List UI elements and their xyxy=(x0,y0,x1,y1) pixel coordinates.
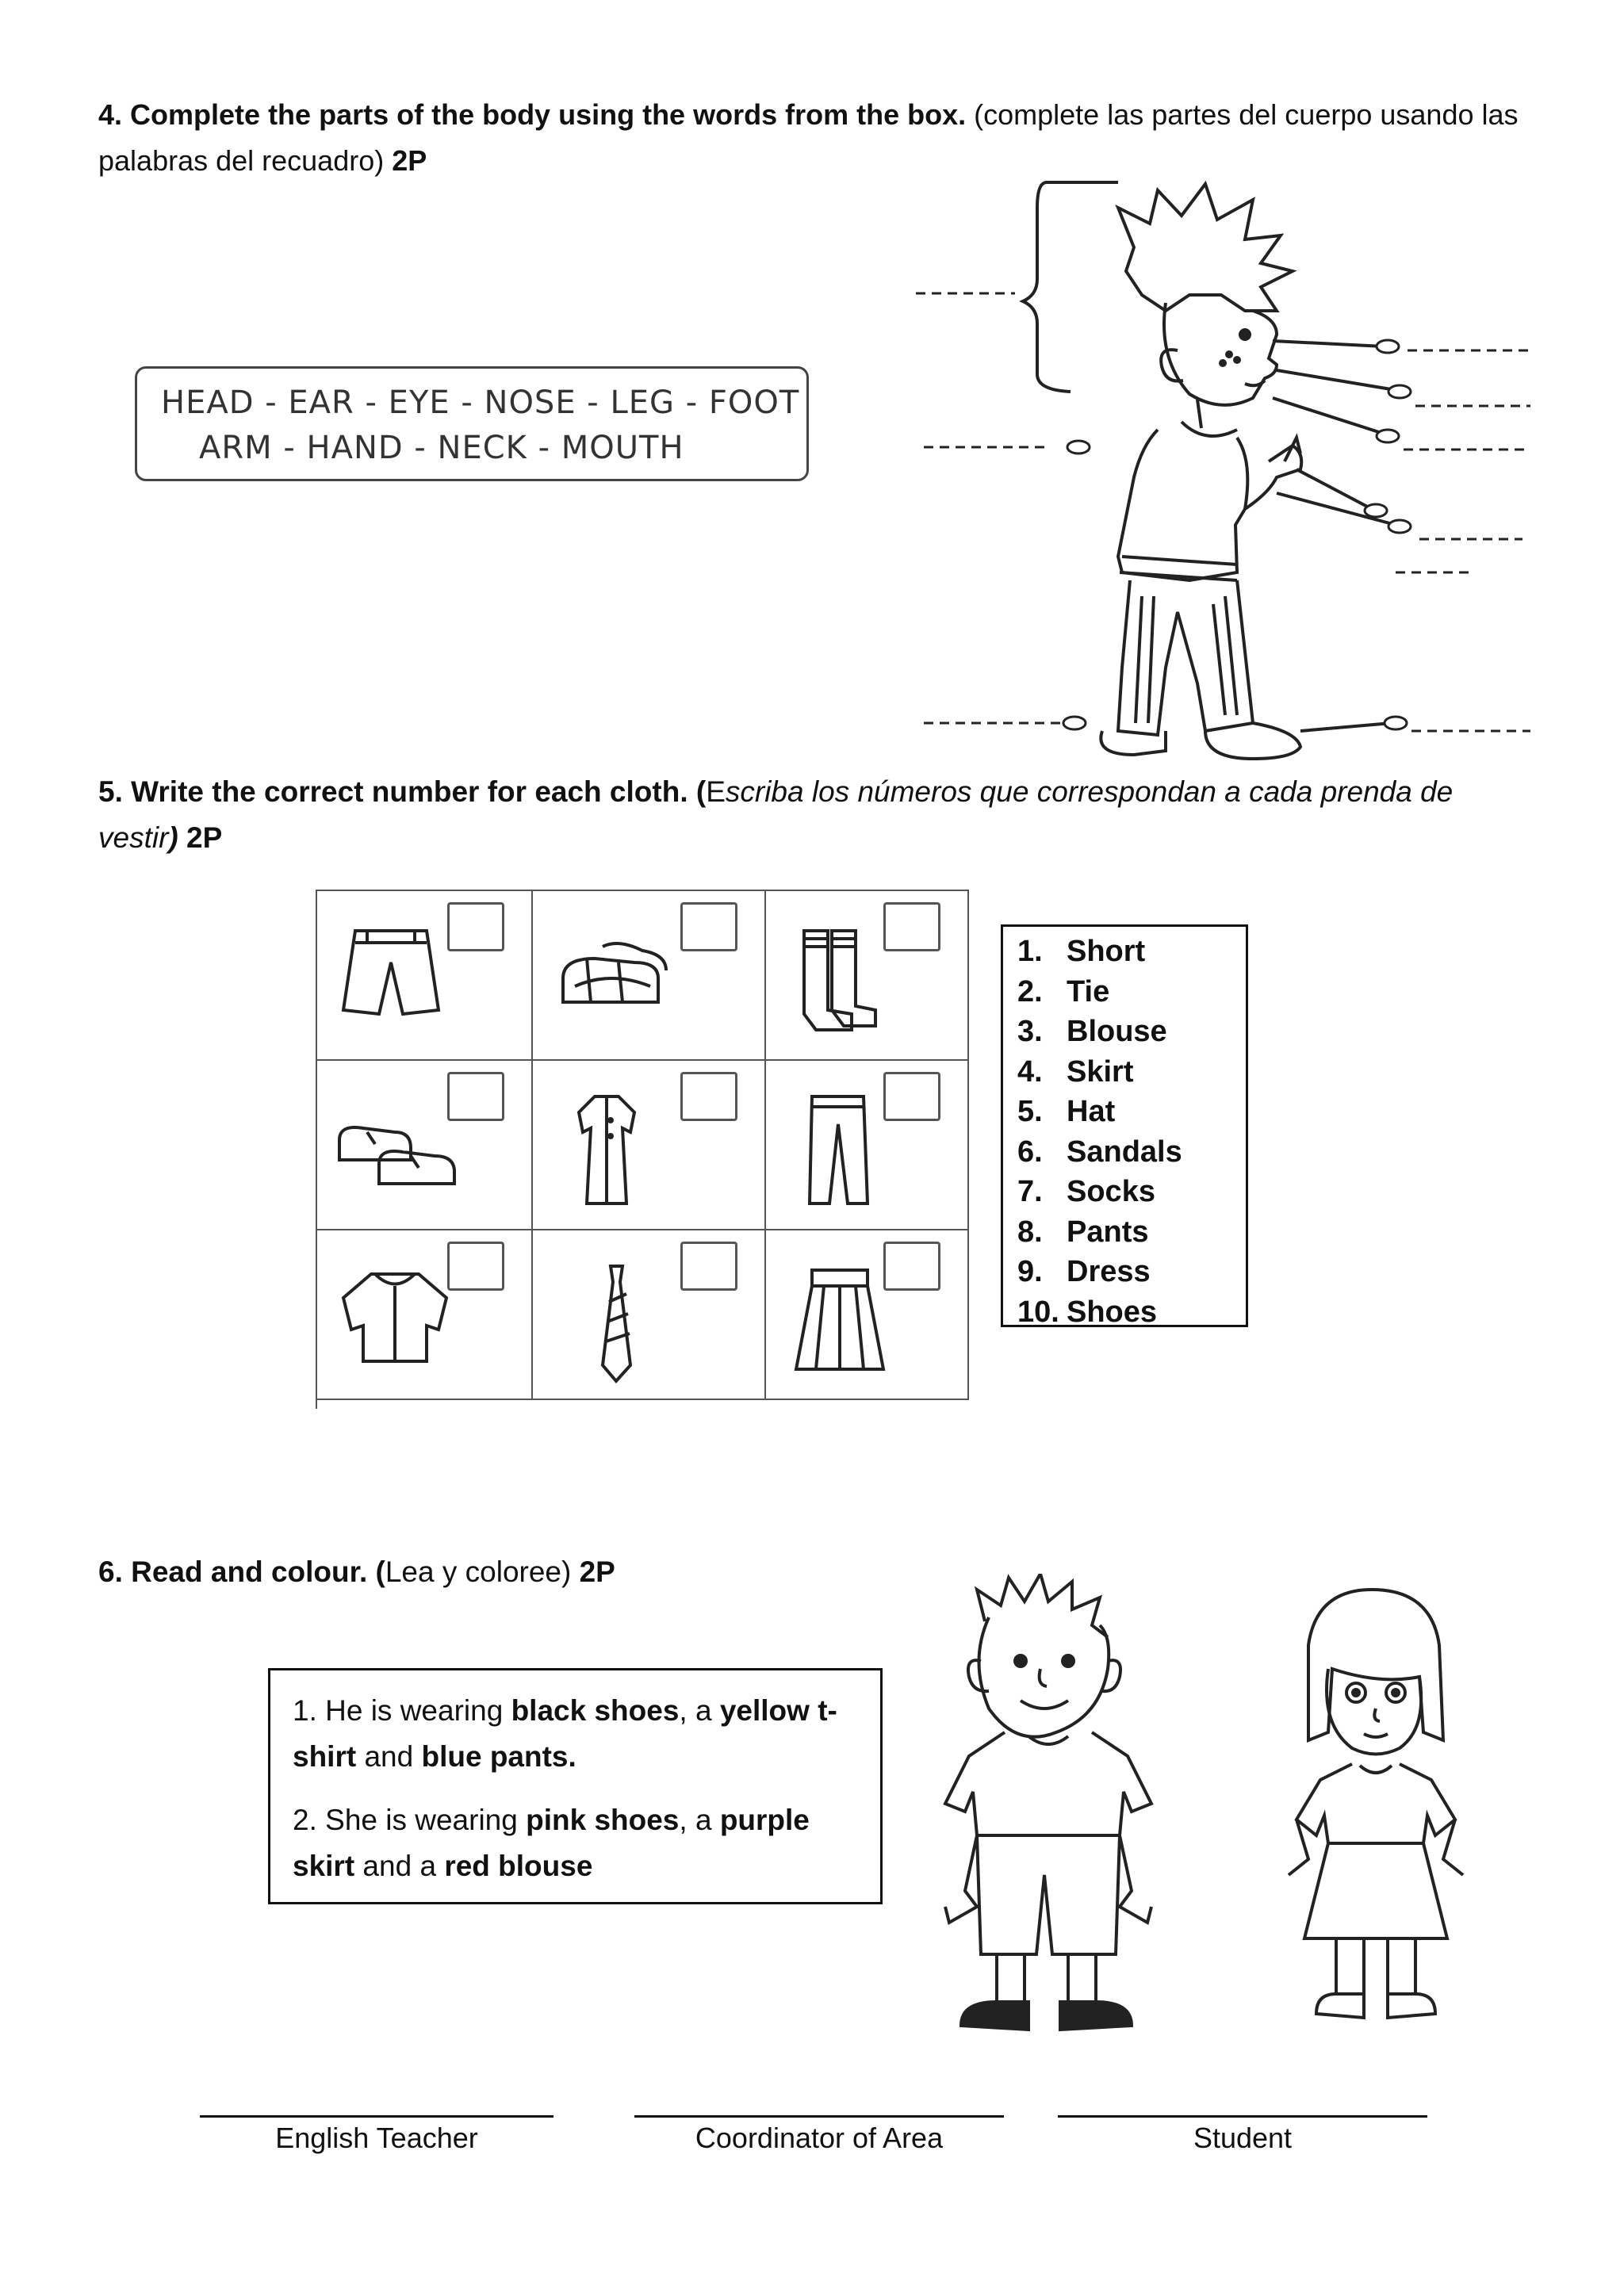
cloth-list-number: 7. xyxy=(1017,1175,1043,1208)
cloth-list-label: Hat xyxy=(1067,1095,1116,1128)
q5-instruction-cont: vestir) 2P xyxy=(98,821,223,854)
cloth-list-item xyxy=(1017,972,1246,1012)
grid-cell-tie xyxy=(533,1230,766,1400)
signature-line-coordinator xyxy=(634,2115,1004,2118)
sandals-icon xyxy=(547,915,682,1034)
cloth-list-number: 6. xyxy=(1017,1135,1043,1169)
cloth-list-item xyxy=(1017,1052,1246,1093)
cloth-list-label: Socks xyxy=(1067,1175,1155,1208)
grid-cell-shoes xyxy=(317,1061,533,1230)
cloth-list-number: 9. xyxy=(1017,1255,1043,1288)
grid-cell-skirt xyxy=(766,1230,969,1400)
answer-box[interactable] xyxy=(447,902,504,951)
cloth-list-number: 3. xyxy=(1017,1015,1043,1048)
answer-box[interactable] xyxy=(447,1072,504,1121)
clothes-grid xyxy=(316,890,969,1409)
cloth-list-item xyxy=(1017,1092,1246,1132)
cloth-list xyxy=(1001,924,1248,1327)
sentence-2: 2. She is wearing pink shoes, a purple skirt and a red blouse xyxy=(293,1804,810,1882)
dress-icon xyxy=(547,1085,682,1211)
cloth-list-label: Short xyxy=(1067,935,1146,968)
grid-cell-pants xyxy=(766,1061,969,1230)
answer-box[interactable] xyxy=(883,1072,940,1121)
cloth-list-number: 1. xyxy=(1017,935,1043,968)
cloth-list-label: Tie xyxy=(1067,974,1110,1008)
cloth-list-item xyxy=(1017,1132,1246,1173)
cloth-list-number: 8. xyxy=(1017,1215,1043,1249)
grid-cell-shorts xyxy=(317,891,533,1061)
cloth-list-number: 5. xyxy=(1017,1095,1043,1128)
blouse-icon xyxy=(331,1254,458,1373)
signature-label-coordinator: Coordinator of Area xyxy=(695,2122,944,2154)
signature-line-teacher xyxy=(200,2115,553,2118)
cloth-list-label: Shoes xyxy=(1067,1295,1158,1329)
word-box-row-2: ARM - HAND - NECK - MOUTH xyxy=(199,430,684,466)
shoes-icon xyxy=(331,1085,466,1203)
tie-icon xyxy=(547,1254,682,1389)
boy-body-illustration xyxy=(904,176,1538,763)
cloth-list-item xyxy=(1017,1012,1246,1052)
answer-box[interactable] xyxy=(447,1242,504,1291)
sentence-1: 1. He is wearing black shoes, a yellow t- shirt and blue pants. xyxy=(293,1694,837,1773)
cloth-list-label: Skirt xyxy=(1067,1054,1134,1089)
cloth-list-label: Sandals xyxy=(1067,1135,1182,1169)
cloth-list-label: Pants xyxy=(1067,1215,1149,1249)
word-box xyxy=(135,366,809,481)
skirt-icon xyxy=(780,1254,899,1389)
grid-cell-blouse xyxy=(317,1230,533,1400)
cloth-list-number: 2. xyxy=(1017,974,1043,1008)
socks-icon xyxy=(780,915,899,1042)
pants-icon xyxy=(780,1085,899,1219)
grid-cell-dress xyxy=(533,1061,766,1230)
cloth-list-label: Blouse xyxy=(1067,1015,1167,1048)
q6-instruction: 6. Read and colour. (Lea y coloree) 2P xyxy=(98,1556,615,1588)
shorts-icon xyxy=(331,915,450,1034)
read-box xyxy=(268,1668,883,1904)
word-box-row-1: HEAD - EAR - EYE - NOSE - LEG - FOOT xyxy=(161,385,800,421)
answer-box[interactable] xyxy=(883,902,940,951)
cloth-list-item xyxy=(1017,1292,1246,1333)
cloth-list-label: Dress xyxy=(1067,1255,1151,1288)
signature-label-teacher: English Teacher xyxy=(275,2122,478,2154)
answer-box[interactable] xyxy=(680,902,737,951)
signature-label-student: Student xyxy=(1193,2122,1293,2154)
girl-colouring-illustration xyxy=(1261,1582,1483,2042)
cloth-list-item xyxy=(1017,1172,1246,1212)
answer-box[interactable] xyxy=(680,1072,737,1121)
cloth-list-item xyxy=(1017,1252,1246,1292)
cloth-list-item xyxy=(1017,1212,1246,1253)
cloth-list-item xyxy=(1017,932,1246,972)
q4-instruction-cont: palabras del recuadro) 2P xyxy=(98,144,427,177)
grid-cell-socks xyxy=(766,891,969,1061)
answer-box[interactable] xyxy=(883,1242,940,1291)
grid-cell-sandals xyxy=(533,891,766,1061)
q4-instruction: 4. Complete the parts of the body using the words from the box. (complete las partes del cuerpo usando las xyxy=(98,98,1519,131)
cloth-list-number: 10. xyxy=(1017,1295,1059,1329)
signature-line-student xyxy=(1058,2115,1427,2118)
boy-colouring-illustration xyxy=(929,1574,1167,2049)
answer-box[interactable] xyxy=(680,1242,737,1291)
cloth-list-number: 4. xyxy=(1017,1054,1043,1089)
q5-instruction: 5. Write the correct number for each cloth. (Escriba los números que correspondan a cada prenda de xyxy=(98,775,1454,808)
